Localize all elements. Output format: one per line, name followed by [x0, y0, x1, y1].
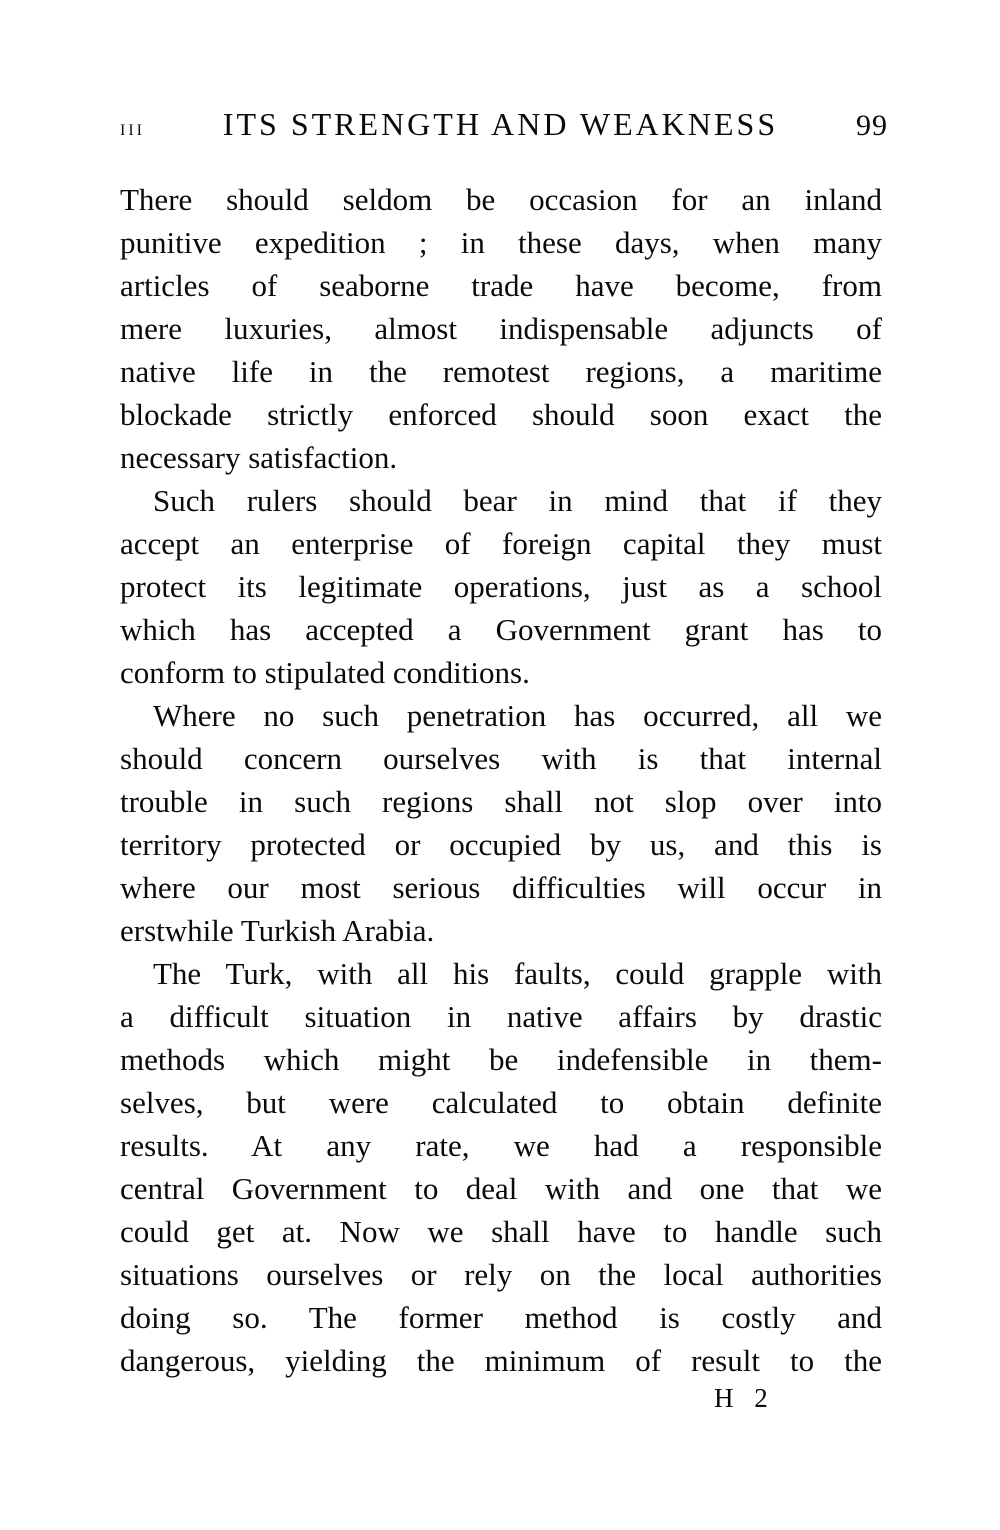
text-line: should concern ourselves with is that internal: [120, 741, 882, 776]
text-line: selves, but were calculated to obtain definite: [120, 1085, 882, 1120]
text-line: The Turk, with all his faults, could grapple with: [153, 956, 882, 991]
text-line: necessary satisfaction.: [120, 440, 398, 475]
text-line: territory protected or occupied by us, and this is: [120, 827, 882, 862]
text-line: where our most serious difficulties will occur in: [120, 870, 882, 905]
text-line: central Government to deal with and one that we: [120, 1171, 882, 1206]
text-line: could get at. Now we shall have to handle such: [120, 1214, 882, 1249]
text-line: which has accepted a Government grant has to: [120, 612, 882, 647]
text-line: accept an enterprise of foreign capital they must: [120, 526, 882, 561]
text-line: dangerous, yielding the minimum of result to the: [120, 1343, 882, 1378]
text-line: mere luxuries, almost indispensable adjuncts of: [120, 311, 882, 346]
text-line: situations ourselves or rely on the local authorities: [120, 1257, 882, 1292]
chapter-numeral: iii: [120, 115, 145, 140]
text-line: erstwhile Turkish Arabia.: [120, 913, 435, 948]
running-title: ITS STRENGTH AND WEAKNESS: [222, 106, 779, 142]
text-line: articles of seaborne trade have become, from: [120, 268, 882, 303]
text-line: doing so. The former method is costly and: [120, 1300, 882, 1335]
text-line: native life in the remotest regions, a maritime: [120, 354, 882, 389]
page-header: [120, 106, 888, 143]
text-line: There should seldom be occasion for an inland: [120, 182, 882, 217]
page-body: [120, 178, 882, 1382]
text-line: punitive expedition ; in these days, when many: [120, 225, 882, 260]
text-line: methods which might be indefensible in them-: [120, 1042, 882, 1077]
text-line: conform to stipulated conditions.: [120, 655, 530, 690]
text-line: protect its legitimate operations, just as a school: [120, 569, 882, 604]
signature-mark: H 2: [714, 1383, 769, 1413]
text-line: blockade strictly enforced should soon exact the: [120, 397, 882, 432]
text-line: trouble in such regions shall not slop over into: [120, 784, 882, 819]
page-number: 99: [856, 109, 888, 142]
text-line: results. At any rate, we had a responsible: [120, 1128, 882, 1163]
text-line: Such rulers should bear in mind that if they: [153, 483, 882, 518]
text-line: Where no such penetration has occurred, all we: [153, 698, 882, 733]
text-line: a difficult situation in native affairs by drastic: [120, 999, 882, 1034]
